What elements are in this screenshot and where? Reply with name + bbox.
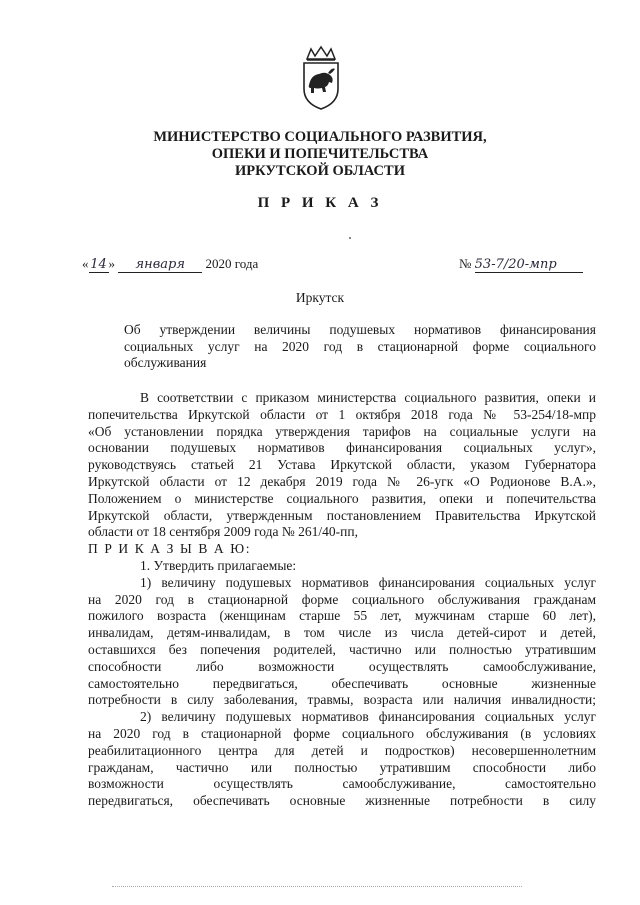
body-line: руководствуясь статьей 21 Устава Иркутской области, указом Губернатора (88, 457, 596, 473)
body-line: П Р И К А З Ы В А Ю: (88, 541, 252, 557)
subject-line: Об утверждении величины подушевых нормативов финансирования (124, 322, 596, 337)
coat-of-arms-icon (299, 45, 343, 111)
subject-line: социальных услуг на 2020 год в стационарной форме социального (124, 338, 596, 354)
body-line: Положением о министерстве социального развития, опеки и попечительства (88, 490, 596, 506)
body-line: области от 18 сентября 2009 года № 261/40-пп, (88, 524, 358, 540)
body-line: реабилитационного центра для детей и подростков) несовершеннолетним (88, 742, 596, 758)
date-day: 14 (90, 257, 107, 272)
order-subject (124, 322, 596, 372)
body-line: способности либо возможности осуществлять самообслуживание, (88, 658, 596, 674)
scan-bottom-edge (112, 886, 522, 888)
ministry-line: ИРКУТСКОЙ ОБЛАСТИ (235, 163, 405, 179)
date-open-quote: « (82, 256, 89, 271)
body-line: инвалидам, детям-инвалидам, в том числе из числа детей-сирот и детей, (88, 625, 596, 641)
ministry-name (80, 129, 560, 180)
city: Иркутск (295, 290, 345, 305)
subject-line: обслуживания (124, 355, 207, 370)
body-line: пожилого возраста (женщинам старше 55 лет, мужчинам старше 60 лет), (88, 608, 596, 624)
body-line: самостоятельно передвигаться, обеспечивать основные жизненные (88, 675, 596, 691)
body-line: потребности в силу заболевания, травмы, возраста или наличия инвалидности; (88, 692, 596, 708)
number-value: 53-7/20-мпр (475, 257, 583, 273)
ministry-line: МИНИСТЕРСТВО СОЦИАЛЬНОГО РАЗВИТИЯ, (153, 129, 487, 145)
body-line: передвигаться, обеспечивать основные жизненные потребности в силу (88, 793, 596, 809)
body-line: возможности осуществлять самообслуживание, самостоятельно (88, 776, 596, 792)
scan-speck (349, 237, 351, 239)
body-line: гражданам, частично или полностью утратившим способности либо (88, 759, 596, 775)
body-line: 1) величину подушевых нормативов финансирования социальных услуг (140, 574, 596, 590)
date-month: января (118, 257, 202, 273)
date-year: 2020 года (205, 256, 259, 271)
body-line: основании подушевых нормативов финансирования социальных услуг», (88, 440, 596, 456)
body-line: на 2020 год в стационарной форме социального обслуживания (в условиях (88, 725, 596, 741)
body-line: Иркутской области от 12 декабря 2019 года № 26-угк «О Родионове В.А.», (88, 473, 596, 489)
order-date (82, 256, 258, 273)
body-line: попечительства Иркутской области от 1 октября 2018 года № 53-254/18-мпр (88, 406, 596, 422)
body-line: «Об установлении порядка утверждения тарифов на социальные услуги на (88, 423, 596, 439)
ministry-line: ОПЕКИ И ПОПЕЧИТЕЛЬСТВА (211, 146, 429, 162)
order-body (88, 390, 596, 810)
order-title: П Р И К А З (257, 195, 383, 211)
number-prefix: № (459, 256, 472, 271)
body-line: на 2020 год в стационарной форме социального обслуживания гражданам (88, 591, 596, 607)
body-line: В соответствии с приказом министерства социального развития, опеки и (140, 390, 596, 405)
body-line: 1. Утвердить прилагаемые: (140, 557, 297, 573)
body-line: оставшихся без попечения родителей, частично или полностью утратившим (88, 641, 596, 657)
date-close-quote: » (108, 256, 115, 271)
order-number (459, 256, 583, 273)
body-line: Иркутской области, утвержденным постановлением Правительства Иркутской (88, 507, 596, 523)
body-line: 2) величину подушевых нормативов финансирования социальных услуг (140, 709, 596, 725)
